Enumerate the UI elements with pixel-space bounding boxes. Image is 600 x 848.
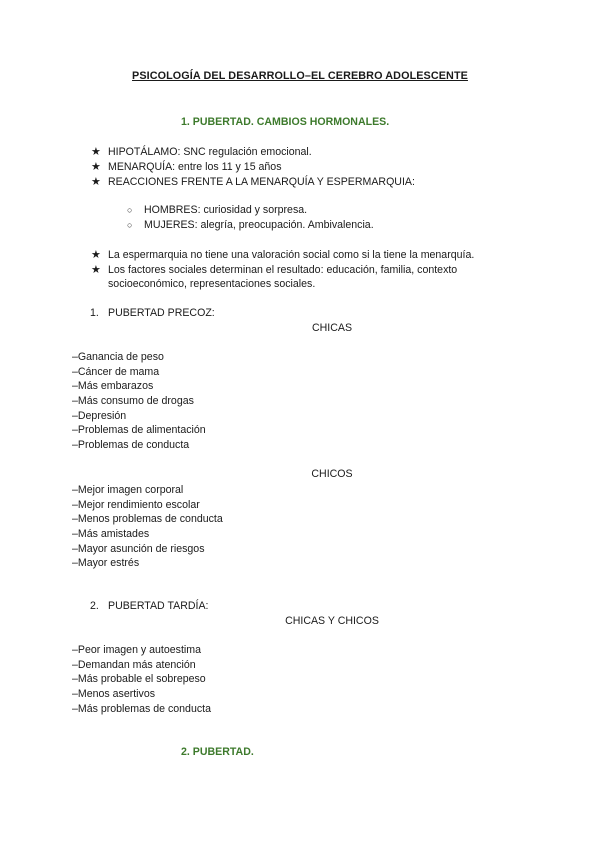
list-item: –Mejor rendimiento escolar (72, 498, 200, 511)
bullet-espermarquia (91, 248, 474, 261)
bullet-text: HIPOTÁLAMO: SNC regulación emocional. (108, 146, 312, 158)
chicas-heading: CHICAS (311, 322, 353, 334)
list-item: –Ganancia de peso (72, 351, 164, 363)
circle-bullet-icon: ○ (127, 220, 133, 230)
list-item: –Problemas de conducta (72, 438, 190, 451)
chicas-list (72, 350, 206, 452)
star-icon: ★ (91, 146, 101, 158)
bullet-factores (91, 263, 457, 276)
list-item: –Peor imagen y autoestima (72, 644, 201, 656)
chicos-list (72, 483, 223, 571)
star-icon: ★ (91, 249, 101, 261)
precoz-label (90, 307, 215, 319)
bullet-reacciones (91, 175, 415, 188)
list-item: –Más consumo de drogas (72, 394, 194, 407)
list-item: –Mejor imagen corporal (72, 484, 184, 496)
list-item: –Menos problemas de conducta (72, 513, 223, 526)
section1-heading: 1. PUBERTAD. CAMBIOS HORMONALES. (181, 116, 390, 128)
sub-bullet-hombres (127, 204, 307, 216)
chicos-heading: CHICOS (311, 468, 353, 480)
tardia-text: PUBERTAD TARDÍA: (108, 600, 209, 612)
tardia-label (90, 600, 208, 612)
precoz-text: PUBERTAD PRECOZ: (108, 307, 215, 319)
bullet-text: Los factores sociales determinan el resultado: educación, familia, contexto (108, 264, 458, 276)
document-title: PSICOLOGÍA DEL DESARROLLO–EL CEREBRO ADOLESCENTE (132, 70, 468, 82)
list-item: –Cáncer de mama (72, 365, 160, 378)
star-icon: ★ (91, 176, 101, 188)
section2-heading: 2. PUBERTAD. (181, 746, 254, 758)
list-item: –Más amistades (72, 527, 150, 540)
precoz-number: 1. (90, 307, 99, 319)
list-item: –Más probable el sobrepeso (72, 673, 206, 686)
bullet-text: MENARQUÍA: entre los 11 y 15 años (108, 161, 282, 173)
list-item: –Mayor estrés (72, 557, 140, 570)
list-item: –Mayor asunción de riesgos (72, 542, 205, 555)
sub-bullet-text: HOMBRES: curiosidad y sorpresa. (144, 204, 308, 216)
list-item: –Depresión (72, 409, 127, 422)
star-icon: ★ (91, 264, 101, 276)
list-item: –Demandan más atención (72, 658, 196, 671)
circle-bullet-icon: ○ (127, 205, 133, 215)
bullet-text: La espermarquia no tiene una valoración social como si la tiene la menarquía. (108, 249, 475, 261)
tardia-list (72, 643, 211, 716)
list-item: –Más problemas de conducta (72, 702, 211, 715)
star-icon: ★ (91, 161, 101, 173)
tardia-number: 2. (90, 600, 99, 612)
list-item: –Menos asertivos (72, 687, 156, 700)
list-item: –Más embarazos (72, 380, 154, 393)
bullet-menarquia (91, 160, 282, 173)
sub-bullet-text: MUJERES: alegría, preocupación. Ambivalencia. (144, 219, 374, 231)
bullet-text: REACCIONES FRENTE A LA MENARQUÍA Y ESPERMARQUIA: (108, 176, 415, 188)
chicas-y-chicos-heading: CHICAS Y CHICOS (285, 615, 379, 627)
list-item: –Problemas de alimentación (72, 424, 206, 437)
bullet-factores-continued: socioeconómico, representaciones sociales. (108, 278, 316, 290)
sub-bullet-mujeres (127, 219, 374, 231)
bullet-hipotalamo (91, 145, 312, 158)
